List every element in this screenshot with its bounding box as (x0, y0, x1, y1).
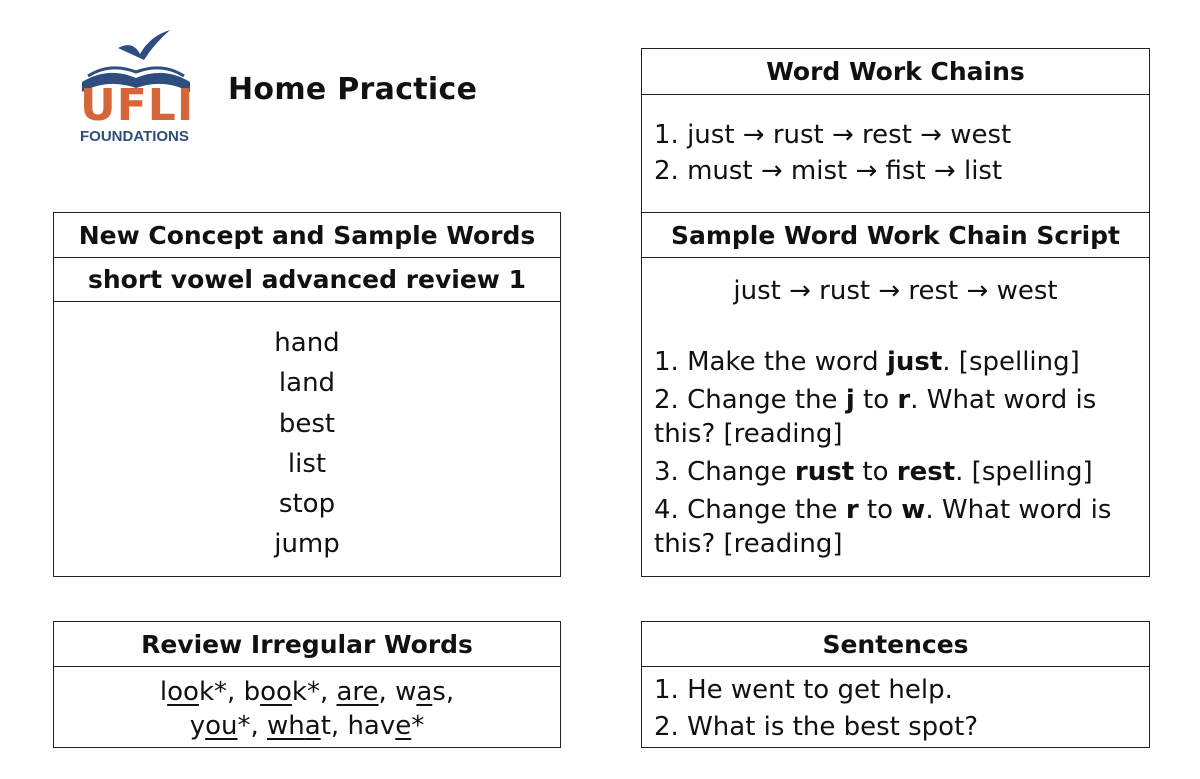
irregular-word: you*, (189, 711, 268, 741)
page-title: Home Practice (228, 72, 478, 107)
new-concept-heading: New Concept and Sample Words (54, 213, 560, 258)
word-work-chains-box (641, 48, 1150, 214)
sample-script-heading: Sample Word Work Chain Script (642, 213, 1149, 258)
irregular-words (54, 667, 560, 743)
irregular-word: are, (336, 677, 396, 707)
chain-item: 2. must → mist → fist → list (654, 156, 1003, 186)
irregular-word: book*, (243, 677, 337, 707)
sample-word: hand (274, 328, 340, 358)
sample-word: best (278, 408, 336, 439)
irregular-words-heading: Review Irregular Words (54, 622, 560, 667)
sample-script-box (641, 212, 1150, 577)
sentences-heading: Sentences (642, 622, 1149, 667)
script-chain: just → rust → rest → west (733, 276, 1058, 306)
logo-subtext: FOUNDATIONS (80, 128, 189, 145)
irregular-word: look*, (159, 677, 244, 707)
irregular-word: was, (395, 677, 455, 707)
sample-word: land (278, 368, 336, 399)
sample-word: list (287, 448, 327, 479)
script-step: 2. Change the j to r. What word is this? [reading] (654, 385, 1097, 449)
word-work-chains-heading: Word Work Chains (642, 49, 1149, 95)
script-steps (642, 309, 1149, 561)
script-step: 4. Change the r to w. What word is this? [reading] (654, 495, 1112, 559)
concept-name: short vowel advanced review 1 (54, 258, 560, 302)
irregular-word: have* (347, 711, 425, 741)
sample-word: jump (274, 529, 340, 560)
irregular-word: what, (267, 711, 348, 741)
sentence: 2. What is the best spot? (654, 712, 979, 742)
chains-list (642, 95, 1149, 189)
sample-words (54, 302, 560, 565)
script-step: 1. Make the word just. [spelling] (654, 347, 1080, 377)
sentences-box (641, 621, 1150, 748)
ufli-logo (78, 26, 198, 150)
sentence: 1. He went to get help. (654, 675, 953, 705)
script-step: 3. Change rust to rest. [spelling] (654, 457, 1093, 487)
new-concept-box (53, 212, 561, 577)
sample-word: stop (278, 489, 336, 520)
irregular-words-box (53, 621, 561, 748)
chain-item: 1. just → rust → rest → west (654, 120, 1012, 150)
sentences-list (642, 667, 1149, 746)
logo-wordmark: UFLI (80, 80, 195, 131)
